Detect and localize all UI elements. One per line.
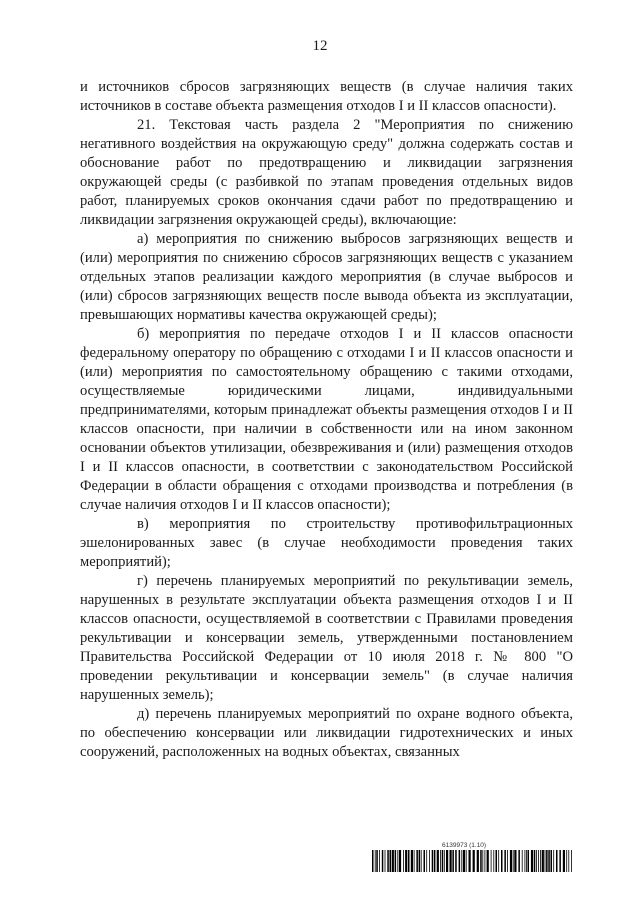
paragraph-subitem-a: а) мероприятия по снижению выбросов загрязняющих веществ и (или) мероприятия по снижению сбросов загрязняющих веществ с указанием отдельных этапов реализации каждого мероприятия (в случае выбросов и (или) сбросов загрязняющих веществ после вывода объекта из эксплуатации, превышающих нормативы качества окружающей среды);: [80, 231, 573, 323]
paragraph-subitem-b: б) мероприятия по передаче отходов I и II классов опасности федеральному оператору по обращению с отходами I и II классов опасности и (или) мероприятия по самостоятельному обращению с такими отходами, осуществляемые юридическими лицами, индивидуальными предпринимателями, которым принадлежат объекты размещения отходов I и II классов опасности, при наличии в собственности или на ином законном основании объектов утилизации, обезвреживания и (или) размещения отходов I и II классов опасности, в соответствии с законодательством Российской Федерации в области обращения с отходами производства и потребления (в случае наличия отходов I и II классов опасности);: [80, 326, 573, 513]
paragraph-subitem-v: в) мероприятия по строительству противофильтрационных эшелонированных завес (в случае необходимости проведения таких мероприятий);: [80, 516, 573, 570]
page-number: 12: [312, 38, 328, 54]
document-code: 6139973 (1.10): [442, 842, 487, 849]
paragraph-item-21: 21. Текстовая часть раздела 2 "Мероприятия по снижению негативного воздействия на окружающую среду" должна содержать состав и обоснование работ по предотвращению и ликвидации загрязнения окружающей среды (с разбивкой по этапам проведения отдельных видов работ, планируемых сроков окончания сдачи работ по предотвращению и ликвидации загрязнения окружающей среды), включающие:: [80, 117, 573, 228]
paragraph-subitem-d: д) перечень планируемых мероприятий по охране водного объекта, по обеспечению консервации или ликвидации гидротехнических и иных сооружений, расположенных на водных объектах, связанных: [80, 706, 573, 760]
paragraph-continuation: и источников сбросов загрязняющих веществ (в случае наличия таких источников в составе объекта размещения отходов I и II классов опасности).: [80, 79, 573, 114]
document-body: [80, 78, 573, 762]
barcode-image: [372, 850, 572, 872]
paragraph-subitem-g: г) перечень планируемых мероприятий по рекультивации земель, нарушенных в результате эксплуатации объекта размещения отходов I и II классов опасности, осуществляемой в соответствии с Правилами проведения рекультивации и консервации земель, утвержденными постановлением Правительства Российской Федерации от 10 июля 2018 г. № 800 "О проведении рекультивации и консервации земель" (в случае наличия нарушенных земель);: [80, 573, 573, 703]
